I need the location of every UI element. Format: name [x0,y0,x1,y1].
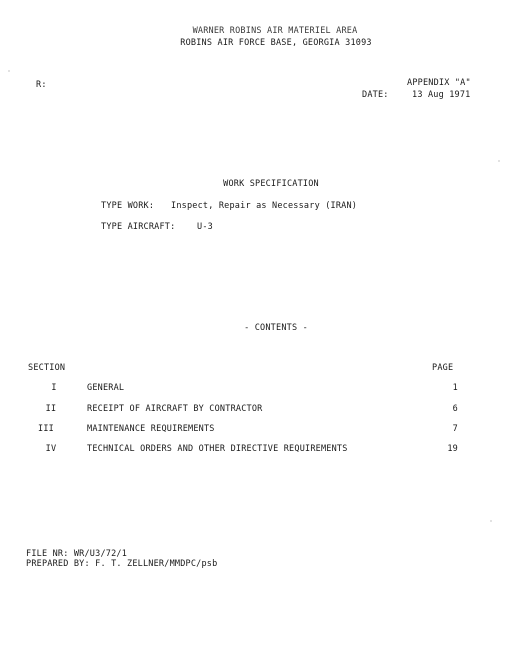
type-aircraft-value: U-3 [197,222,213,232]
scan-speck [490,520,492,522]
toc-section-number: II [45,404,57,414]
toc-section-title: RECEIPT OF AIRCRAFT BY CONTRACTOR [87,404,263,414]
prepared-by: PREPARED BY: F. T. ZELLNER/MMDPC/psb [26,559,218,569]
type-work-label: TYPE WORK: [101,201,155,211]
file-number: FILE NR: WR/U3/72/1 [26,549,128,559]
toc-page-number: 7 [452,424,458,434]
toc-section-title: TECHNICAL ORDERS AND OTHER DIRECTIVE REQUIREMENTS [87,444,348,454]
document-title: WORK SPECIFICATION [223,179,319,189]
page-column-header: PAGE [432,363,454,373]
section-column-header: SECTION [28,363,66,373]
toc-page-number: 1 [452,383,458,393]
contents-heading: - CONTENTS - [244,323,308,333]
toc-section-number: IV [45,444,57,454]
date-value: 13 Aug 1971 [412,90,471,100]
reference-label: R: [36,80,47,90]
toc-section-number: III [38,424,54,434]
toc-section-title: MAINTENANCE REQUIREMENTS [87,424,215,434]
toc-row [0,444,512,456]
scan-speck [8,70,10,72]
toc-row [0,404,512,416]
toc-section-title: GENERAL [87,383,125,393]
date-label: DATE: [362,90,389,100]
type-aircraft-label: TYPE AIRCRAFT: [101,222,176,232]
scan-speck [498,160,500,162]
agency-name: WARNER ROBINS AIR MATERIEL AREA [192,26,358,36]
toc-page-number: 6 [452,404,458,414]
appendix-label: APPENDIX "A" [407,78,471,88]
type-work-value: Inspect, Repair as Necessary (IRAN) [171,201,358,211]
toc-section-number: I [51,383,57,393]
toc-page-number: 19 [447,444,458,454]
toc-row [0,383,512,395]
agency-address: ROBINS AIR FORCE BASE, GEORGIA 31093 [180,38,372,48]
toc-row [0,424,512,436]
